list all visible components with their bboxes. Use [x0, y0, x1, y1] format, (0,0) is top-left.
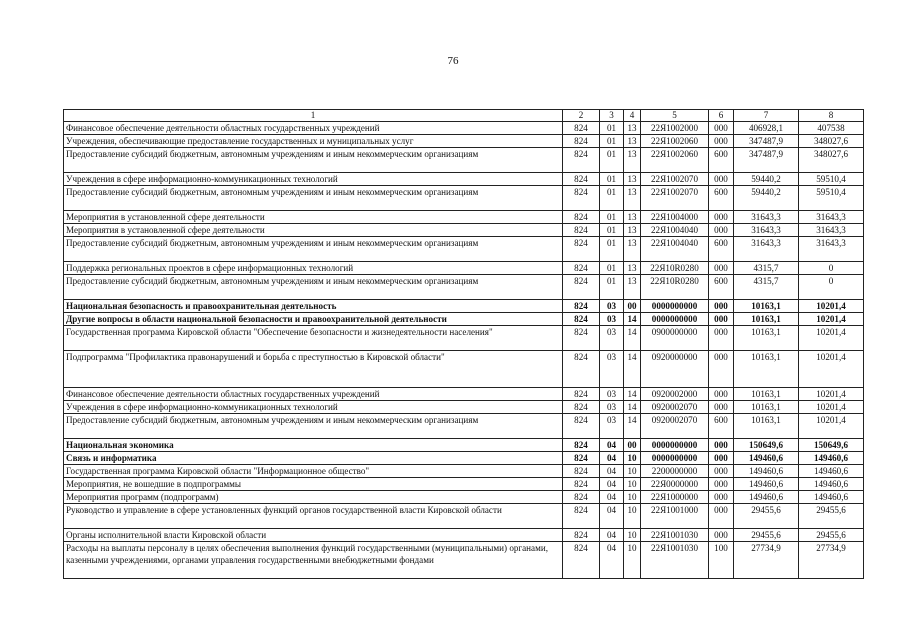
row-name-cell: Государственная программа Кировской области "Информационное общество": [64, 465, 563, 478]
table-row: [64, 173, 864, 186]
row-type-cell: 000: [709, 478, 734, 491]
row-subsection-cell: 13: [624, 211, 641, 224]
row-amount-2-cell: 10201,4: [799, 388, 864, 401]
row-name-cell: Предоставление субсидий бюджетным, автономным учреждениям и иным некоммерческим организациям: [64, 414, 563, 439]
table-row: [64, 262, 864, 275]
row-section-cell: 03: [600, 300, 624, 313]
row-name-cell: Учреждения в сфере информационно-коммуникационных технологий: [64, 173, 563, 186]
row-target-cell: 22Я1004040: [641, 237, 709, 262]
row-amount-2-cell: 31643,3: [799, 237, 864, 262]
row-code-cell: 824: [563, 491, 600, 504]
row-code-cell: 824: [563, 465, 600, 478]
row-name-cell: Мероприятия, не вошедшие в подпрограммы: [64, 478, 563, 491]
row-amount-2-cell: 10201,4: [799, 300, 864, 313]
row-code-cell: 824: [563, 275, 600, 300]
row-amount-1-cell: 149460,6: [734, 491, 799, 504]
row-amount-1-cell: 59440,2: [734, 186, 799, 211]
row-name-cell: Учреждения в сфере информационно-коммуникационных технологий: [64, 401, 563, 414]
row-code-cell: 824: [563, 351, 600, 388]
header-cell: 3: [600, 110, 624, 122]
row-type-cell: 000: [709, 529, 734, 542]
row-name-cell: Государственная программа Кировской области "Обеспечение безопасности и жизнедеятельности населения": [64, 326, 563, 351]
row-target-cell: 22Я1002000: [641, 122, 709, 135]
row-type-cell: 000: [709, 504, 734, 529]
row-subsection-cell: 13: [624, 173, 641, 186]
table-row: [64, 300, 864, 313]
row-target-cell: 0000000000: [641, 300, 709, 313]
row-name-cell: Мероприятия в установленной сфере деятельности: [64, 224, 563, 237]
row-type-cell: 000: [709, 491, 734, 504]
row-type-cell: 600: [709, 275, 734, 300]
header-cell: 8: [799, 110, 864, 122]
row-section-cell: 04: [600, 542, 624, 579]
row-amount-1-cell: 10163,1: [734, 351, 799, 388]
row-amount-1-cell: 10163,1: [734, 414, 799, 439]
row-code-cell: 824: [563, 122, 600, 135]
row-amount-2-cell: 149460,6: [799, 452, 864, 465]
row-amount-1-cell: 29455,6: [734, 504, 799, 529]
row-name-cell: Финансовое обеспечение деятельности областных государственных учреждений: [64, 122, 563, 135]
row-code-cell: 824: [563, 313, 600, 326]
row-section-cell: 03: [600, 414, 624, 439]
row-amount-2-cell: 31643,3: [799, 224, 864, 237]
table-row: [64, 211, 864, 224]
row-target-cell: 0920002070: [641, 414, 709, 439]
row-type-cell: 600: [709, 414, 734, 439]
row-target-cell: 0920000000: [641, 351, 709, 388]
row-type-cell: 000: [709, 388, 734, 401]
table-row: [64, 186, 864, 211]
row-subsection-cell: 10: [624, 542, 641, 579]
row-amount-1-cell: 10163,1: [734, 313, 799, 326]
row-type-cell: 600: [709, 148, 734, 173]
row-code-cell: 824: [563, 237, 600, 262]
table-row: [64, 237, 864, 262]
row-amount-1-cell: 31643,3: [734, 224, 799, 237]
row-section-cell: 01: [600, 122, 624, 135]
row-subsection-cell: 13: [624, 122, 641, 135]
row-name-cell: Финансовое обеспечение деятельности областных государственных учреждений: [64, 388, 563, 401]
row-amount-1-cell: 347487,9: [734, 135, 799, 148]
row-amount-1-cell: 31643,3: [734, 211, 799, 224]
header-cell: 6: [709, 110, 734, 122]
row-name-cell: Национальная безопасность и правоохранительная деятельность: [64, 300, 563, 313]
row-type-cell: 000: [709, 122, 734, 135]
header-cell: 1: [64, 110, 563, 122]
row-name-cell: Расходы на выплаты персоналу в целях обеспечения выполнения функций государственными (муниципальными) органами, казенными учреждениями, органами управления государственными внебюджетными фондами: [64, 542, 563, 579]
row-amount-2-cell: 10201,4: [799, 313, 864, 326]
row-amount-2-cell: 10201,4: [799, 326, 864, 351]
row-code-cell: 824: [563, 148, 600, 173]
row-subsection-cell: 13: [624, 275, 641, 300]
row-name-cell: Связь и информатика: [64, 452, 563, 465]
row-section-cell: 01: [600, 211, 624, 224]
table-row: [64, 351, 864, 388]
row-section-cell: 01: [600, 224, 624, 237]
row-amount-1-cell: 27734,9: [734, 542, 799, 579]
row-amount-2-cell: 10201,4: [799, 351, 864, 388]
row-amount-2-cell: 10201,4: [799, 401, 864, 414]
row-amount-1-cell: 4315,7: [734, 262, 799, 275]
row-subsection-cell: 10: [624, 465, 641, 478]
table-row: [64, 439, 864, 452]
row-subsection-cell: 10: [624, 504, 641, 529]
row-subsection-cell: 14: [624, 388, 641, 401]
row-amount-2-cell: 10201,4: [799, 414, 864, 439]
row-type-cell: 000: [709, 439, 734, 452]
row-amount-2-cell: 0: [799, 262, 864, 275]
row-section-cell: 03: [600, 388, 624, 401]
table-row: [64, 478, 864, 491]
row-name-cell: Органы исполнительной власти Кировской области: [64, 529, 563, 542]
row-type-cell: 100: [709, 542, 734, 579]
row-target-cell: 22Я1004000: [641, 211, 709, 224]
row-name-cell: Другие вопросы в области национальной безопасности и правоохранительной деятельности: [64, 313, 563, 326]
row-code-cell: 824: [563, 542, 600, 579]
row-subsection-cell: 00: [624, 300, 641, 313]
table-row: [64, 465, 864, 478]
row-type-cell: 000: [709, 262, 734, 275]
row-target-cell: 22Я1002070: [641, 173, 709, 186]
table-row: [64, 148, 864, 173]
row-section-cell: 04: [600, 465, 624, 478]
row-name-cell: Поддержка региональных проектов в сфере информационных технологий: [64, 262, 563, 275]
row-subsection-cell: 10: [624, 452, 641, 465]
row-type-cell: 000: [709, 351, 734, 388]
row-type-cell: 000: [709, 401, 734, 414]
row-code-cell: 824: [563, 262, 600, 275]
row-amount-1-cell: 10163,1: [734, 300, 799, 313]
row-section-cell: 01: [600, 135, 624, 148]
header-cell: 2: [563, 110, 600, 122]
row-name-cell: Национальная экономика: [64, 439, 563, 452]
row-amount-1-cell: 149460,6: [734, 465, 799, 478]
row-amount-2-cell: 29455,6: [799, 529, 864, 542]
row-name-cell: Учреждения, обеспечивающие предоставление государственных и муниципальных услуг: [64, 135, 563, 148]
row-amount-1-cell: 149460,6: [734, 452, 799, 465]
row-name-cell: Мероприятия программ (подпрограмм): [64, 491, 563, 504]
budget-table: [63, 109, 864, 579]
row-section-cell: 01: [600, 148, 624, 173]
row-subsection-cell: 13: [624, 148, 641, 173]
page-number: 76: [447, 55, 459, 67]
row-target-cell: 22Я10R0280: [641, 275, 709, 300]
row-subsection-cell: 13: [624, 262, 641, 275]
table-row: [64, 275, 864, 300]
row-section-cell: 04: [600, 478, 624, 491]
row-code-cell: 824: [563, 224, 600, 237]
row-code-cell: 824: [563, 135, 600, 148]
row-amount-2-cell: 348027,6: [799, 135, 864, 148]
row-code-cell: 824: [563, 300, 600, 313]
row-type-cell: 000: [709, 135, 734, 148]
row-subsection-cell: 13: [624, 237, 641, 262]
row-target-cell: 0000000000: [641, 313, 709, 326]
row-code-cell: 824: [563, 388, 600, 401]
row-target-cell: 0920002070: [641, 401, 709, 414]
row-code-cell: 824: [563, 439, 600, 452]
row-amount-2-cell: 407538: [799, 122, 864, 135]
row-amount-1-cell: 406928,1: [734, 122, 799, 135]
table-row: [64, 491, 864, 504]
row-code-cell: 824: [563, 414, 600, 439]
row-name-cell: Предоставление субсидий бюджетным, автономным учреждениям и иным некоммерческим организациям: [64, 148, 563, 173]
row-type-cell: 000: [709, 300, 734, 313]
row-target-cell: 0000000000: [641, 452, 709, 465]
row-section-cell: 03: [600, 351, 624, 388]
row-amount-1-cell: 347487,9: [734, 148, 799, 173]
table-row: [64, 452, 864, 465]
row-code-cell: 824: [563, 452, 600, 465]
row-section-cell: 04: [600, 452, 624, 465]
row-type-cell: 000: [709, 452, 734, 465]
row-section-cell: 04: [600, 439, 624, 452]
row-type-cell: 600: [709, 237, 734, 262]
row-type-cell: 000: [709, 224, 734, 237]
row-subsection-cell: 14: [624, 326, 641, 351]
row-amount-2-cell: 150649,6: [799, 439, 864, 452]
row-subsection-cell: 14: [624, 313, 641, 326]
row-section-cell: 04: [600, 491, 624, 504]
row-amount-1-cell: 150649,6: [734, 439, 799, 452]
row-target-cell: 0900000000: [641, 326, 709, 351]
table-row: [64, 224, 864, 237]
row-name-cell: Руководство и управление в сфере установленных функций органов государственной власти Кировской области: [64, 504, 563, 529]
row-amount-2-cell: 149460,6: [799, 491, 864, 504]
header-cell: 5: [641, 110, 709, 122]
row-target-cell: 22Я1000000: [641, 491, 709, 504]
row-amount-1-cell: 10163,1: [734, 326, 799, 351]
row-type-cell: 000: [709, 211, 734, 224]
row-name-cell: Предоставление субсидий бюджетным, автономным учреждениям и иным некоммерческим организациям: [64, 237, 563, 262]
row-target-cell: 22Я1001030: [641, 529, 709, 542]
row-target-cell: 22Я1002060: [641, 148, 709, 173]
row-amount-2-cell: 149460,6: [799, 478, 864, 491]
row-target-cell: 22Я1001030: [641, 542, 709, 579]
row-section-cell: 01: [600, 173, 624, 186]
row-subsection-cell: 00: [624, 439, 641, 452]
row-code-cell: 824: [563, 173, 600, 186]
row-name-cell: Предоставление субсидий бюджетным, автономным учреждениям и иным некоммерческим организациям: [64, 186, 563, 211]
table-row: [64, 122, 864, 135]
row-type-cell: 000: [709, 313, 734, 326]
row-amount-2-cell: 29455,6: [799, 504, 864, 529]
row-amount-1-cell: 29455,6: [734, 529, 799, 542]
row-code-cell: 824: [563, 326, 600, 351]
row-target-cell: 22Я10R0280: [641, 262, 709, 275]
table-row: [64, 542, 864, 579]
row-section-cell: 01: [600, 275, 624, 300]
row-code-cell: 824: [563, 478, 600, 491]
row-amount-2-cell: 31643,3: [799, 211, 864, 224]
table-row: [64, 401, 864, 414]
row-code-cell: 824: [563, 211, 600, 224]
row-amount-1-cell: 10163,1: [734, 388, 799, 401]
row-target-cell: 22Я1002070: [641, 186, 709, 211]
table-row: [64, 135, 864, 148]
table-row: [64, 388, 864, 401]
table-header-row: [64, 110, 864, 122]
row-target-cell: 22Я0000000: [641, 478, 709, 491]
table-row: [64, 313, 864, 326]
row-amount-2-cell: 27734,9: [799, 542, 864, 579]
row-section-cell: 03: [600, 401, 624, 414]
row-subsection-cell: 14: [624, 401, 641, 414]
row-section-cell: 04: [600, 529, 624, 542]
row-section-cell: 03: [600, 326, 624, 351]
row-type-cell: 600: [709, 186, 734, 211]
table-row: [64, 326, 864, 351]
header-cell: 4: [624, 110, 641, 122]
row-amount-2-cell: 0: [799, 275, 864, 300]
row-code-cell: 824: [563, 186, 600, 211]
row-subsection-cell: 10: [624, 529, 641, 542]
row-subsection-cell: 14: [624, 414, 641, 439]
header-cell: 7: [734, 110, 799, 122]
row-amount-1-cell: 149460,6: [734, 478, 799, 491]
row-target-cell: 2200000000: [641, 465, 709, 478]
row-section-cell: 03: [600, 313, 624, 326]
row-subsection-cell: 13: [624, 224, 641, 237]
row-code-cell: 824: [563, 529, 600, 542]
row-subsection-cell: 13: [624, 135, 641, 148]
row-amount-2-cell: 59510,4: [799, 173, 864, 186]
row-type-cell: 000: [709, 173, 734, 186]
row-subsection-cell: 10: [624, 478, 641, 491]
row-subsection-cell: 13: [624, 186, 641, 211]
row-amount-2-cell: 348027,6: [799, 148, 864, 173]
row-section-cell: 01: [600, 262, 624, 275]
row-name-cell: Мероприятия в установленной сфере деятельности: [64, 211, 563, 224]
row-code-cell: 824: [563, 504, 600, 529]
row-amount-1-cell: 10163,1: [734, 401, 799, 414]
row-target-cell: 22Я1001000: [641, 504, 709, 529]
row-target-cell: 0000000000: [641, 439, 709, 452]
row-target-cell: 22Я1004040: [641, 224, 709, 237]
row-amount-1-cell: 31643,3: [734, 237, 799, 262]
row-section-cell: 01: [600, 186, 624, 211]
row-amount-1-cell: 59440,2: [734, 173, 799, 186]
row-section-cell: 04: [600, 504, 624, 529]
row-target-cell: 22Я1002060: [641, 135, 709, 148]
row-subsection-cell: 10: [624, 491, 641, 504]
row-target-cell: 0920002000: [641, 388, 709, 401]
row-subsection-cell: 14: [624, 351, 641, 388]
row-code-cell: 824: [563, 401, 600, 414]
row-amount-1-cell: 4315,7: [734, 275, 799, 300]
row-section-cell: 01: [600, 237, 624, 262]
table-row: [64, 529, 864, 542]
row-amount-2-cell: 59510,4: [799, 186, 864, 211]
row-amount-2-cell: 149460,6: [799, 465, 864, 478]
row-name-cell: Подпрограмма "Профилактика правонарушений и борьба с преступностью в Кировской области": [64, 351, 563, 388]
row-type-cell: 000: [709, 465, 734, 478]
row-type-cell: 000: [709, 326, 734, 351]
table-row: [64, 504, 864, 529]
table-row: [64, 414, 864, 439]
row-name-cell: Предоставление субсидий бюджетным, автономным учреждениям и иным некоммерческим организациям: [64, 275, 563, 300]
